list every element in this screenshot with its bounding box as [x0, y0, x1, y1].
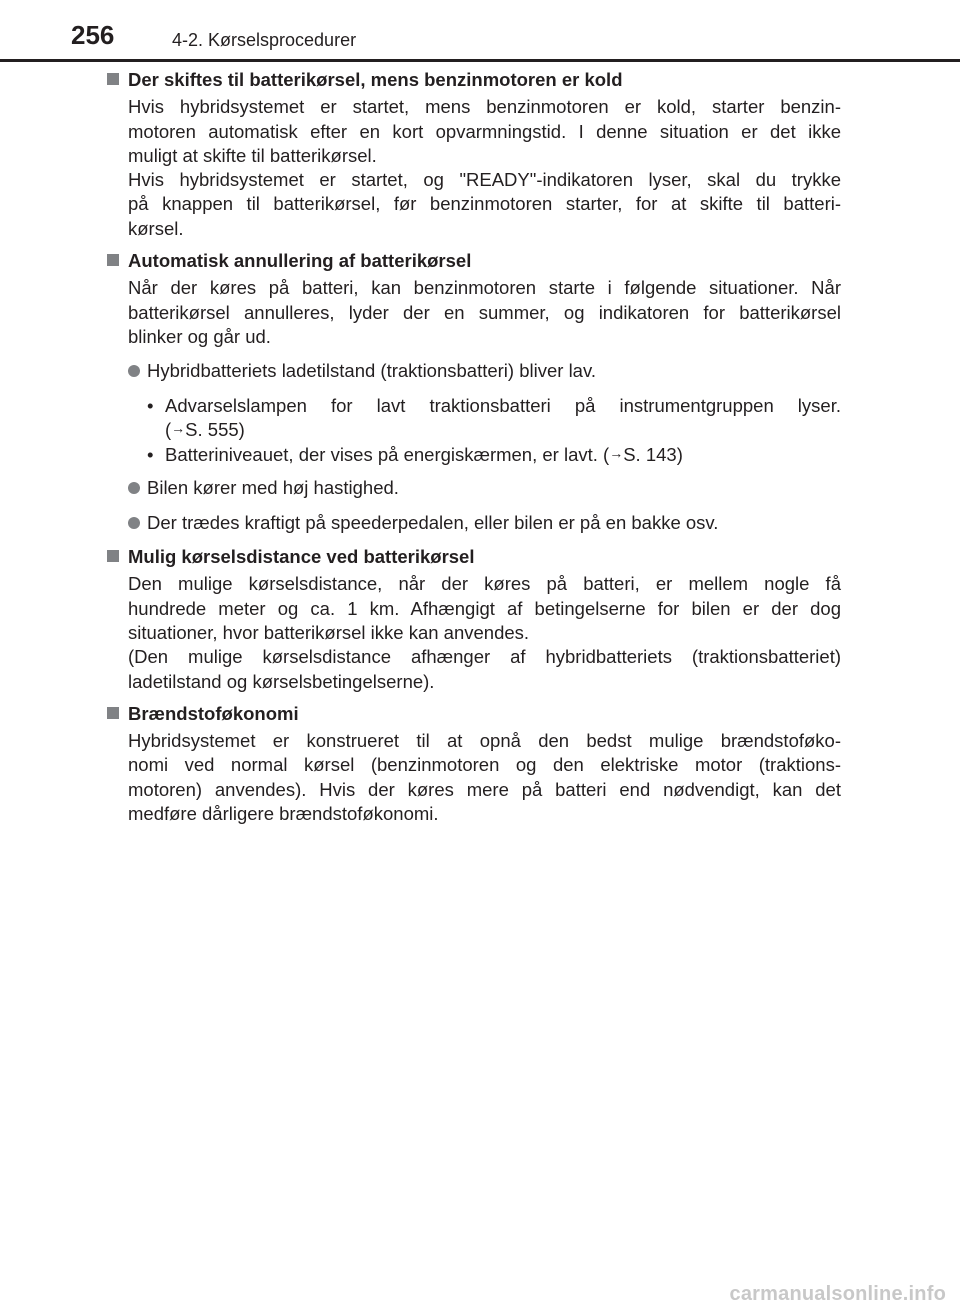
section-body — [128, 276, 841, 349]
round-bullet-icon — [128, 482, 140, 494]
text-line: muligt at skifte til batterikørsel. — [128, 144, 377, 166]
section-heading: Mulig kørselsdistance ved batterikørsel — [107, 545, 841, 569]
round-bullet-icon — [128, 517, 140, 529]
square-bullet-icon — [107, 550, 119, 562]
text-line: (Den mulige kørselsdistance afhænger af hybridbatteriets (traktionsbatteriet) — [128, 646, 841, 668]
text-line: Hvis hybridsystemet er startet, og "READY"-indikatoren lyser, skal du trykke — [128, 169, 841, 191]
sub-list-item: • Batteriniveauet, der vises på energiskærmen, er lavt. (→S. 143) — [147, 443, 841, 468]
list-item: Der trædes kraftigt på speederpedalen, eller bilen er på en bakke osv. — [128, 511, 841, 535]
text-line: Advarselslampen for lavt traktionsbatteri på instrumentgruppen lyser. — [165, 394, 841, 416]
square-bullet-icon — [107, 254, 119, 266]
section-heading: Automatisk annullering af batterikørsel — [107, 249, 841, 273]
sub-list-item: • Advarselslampen for lavt traktionsbatteri på instrumentgruppen lyser. (→S. 555) — [147, 394, 841, 440]
section-body — [128, 729, 841, 826]
arrow-right-icon: → — [609, 445, 624, 462]
text-line: Hvis hybridsystemet er startet, mens benzinmotoren er kold, starter benzin- — [128, 96, 841, 118]
page-header — [0, 0, 960, 62]
list-item: Bilen kører med høj hastighed. — [128, 476, 841, 500]
bullet-dot-icon: • — [147, 444, 154, 466]
square-bullet-icon — [107, 707, 119, 719]
section-range — [107, 545, 841, 694]
list-item: Hybridbatteriets ladetilstand (traktionsbatteri) bliver lav. — [128, 359, 841, 383]
text-line: blinker og går ud. — [128, 325, 271, 347]
section-heading: Der skiftes til batterikørsel, mens benzinmotoren er kold — [107, 68, 841, 92]
text-line: motoren automatisk efter en kort opvarmningstid. I denne situation er det ikke — [128, 120, 841, 142]
section-body — [128, 95, 841, 241]
text-line: nomi ved normal kørsel (benzinmotoren og den elektriske motor (traktions- — [128, 754, 841, 776]
square-bullet-icon — [107, 73, 119, 85]
page-reference[interactable]: S. 555) — [185, 418, 245, 440]
arrow-right-icon: → — [171, 419, 186, 436]
page-reference[interactable]: S. 143) — [623, 444, 683, 466]
round-bullet-icon — [128, 365, 140, 377]
page-content — [107, 68, 841, 834]
text-line: Hybridsystemet er konstrueret til at opnå den bedst mulige brændstoføko- — [128, 730, 841, 752]
text-line: på knappen til batterikørsel, før benzinmotoren starter, for at skifte til batteri- — [128, 193, 841, 215]
header-rule — [0, 59, 960, 62]
section-auto-cancel — [107, 249, 841, 535]
section-heading: Brændstoføkonomi — [107, 702, 841, 726]
text-line: hundrede meter og ca. 1 km. Afhængigt af betingelserne for bilen er der dog — [128, 597, 841, 619]
text-line: Den mulige kørselsdistance, når der køres på batteri, er mellem nogle få — [128, 573, 841, 595]
text-line: situationer, hvor batterikørsel ikke kan anvendes. — [128, 621, 530, 643]
text-line: Når der køres på batteri, kan benzinmotoren starte i følgende situationer. Når — [128, 277, 841, 299]
text-line: kørsel. — [128, 217, 184, 239]
text-line: ladetilstand og kørselsbetingelserne). — [128, 670, 435, 692]
text-line: batterikørsel annulleres, lyder der en summer, og indikatoren for batterikørsel — [128, 301, 841, 323]
page-number: 256 — [71, 20, 115, 50]
chapter-title: 4-2. Kørselsprocedurer — [172, 30, 357, 50]
section-fuel-economy — [107, 702, 841, 826]
text-line: motoren) anvendes). Hvis der køres mere på batteri end nødvendigt, kan det — [128, 778, 841, 800]
watermark: carmanualsonline.info — [729, 1283, 946, 1305]
bullet-dot-icon: • — [147, 394, 154, 416]
section-body — [128, 572, 841, 693]
text-line: medføre dårligere brændstoføkonomi. — [128, 803, 439, 825]
section-cold-engine — [107, 68, 841, 241]
